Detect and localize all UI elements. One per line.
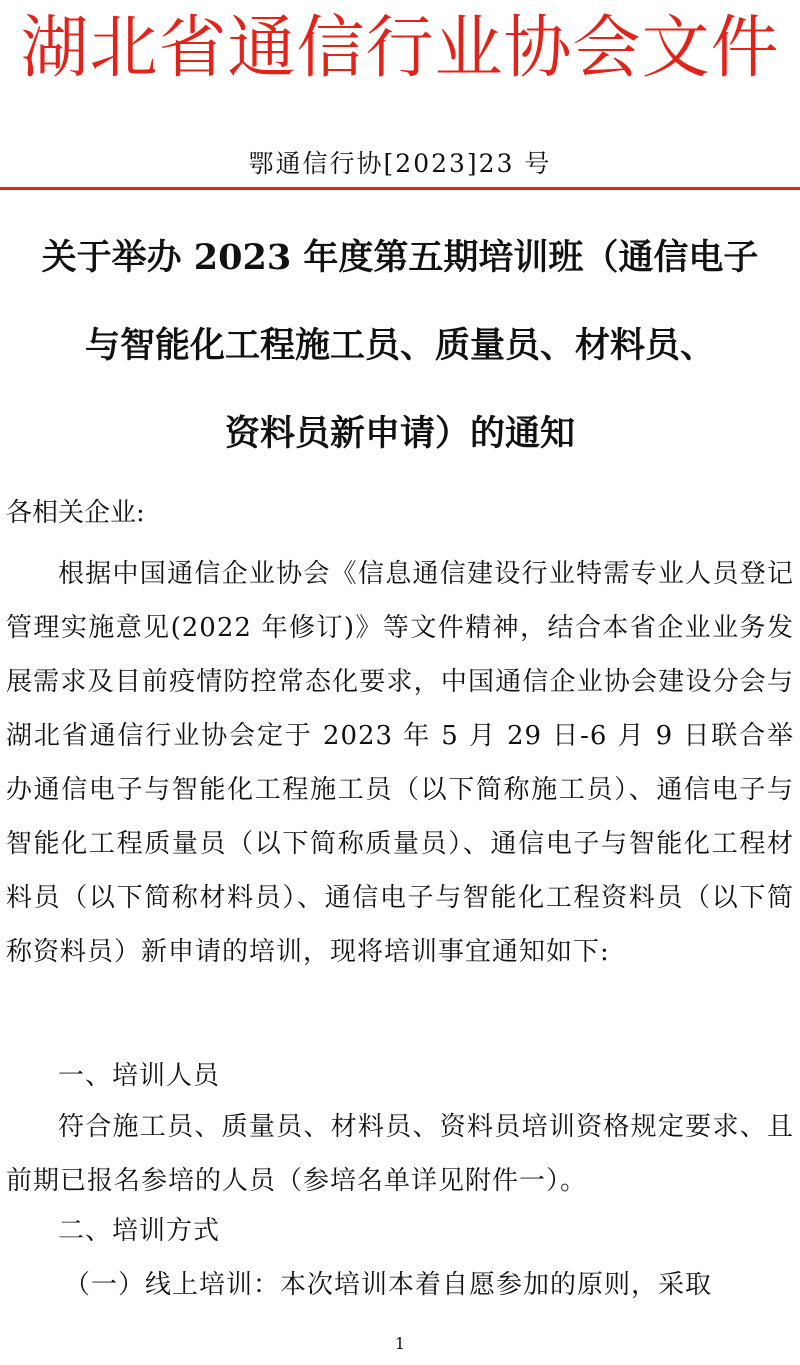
- section-text-training-personnel: 符合施工员、质量员、材料员、资料员培训资格规定要求、且前期已报名参培的人员（参培名单详见附件一）。: [6, 1112, 794, 1196]
- title-line-1: 关于举办 2023 年度第五期培训班（通信电子: [41, 237, 759, 278]
- title-line-2: 与智能化工程施工员、质量员、材料员、: [84, 325, 715, 366]
- page-number: 1: [394, 1334, 406, 1353]
- title-line-3: 资料员新申请）的通知: [224, 413, 575, 454]
- red-divider-line: [0, 187, 800, 190]
- section-text-training-method: （一）线上培训：本次培训本着自愿参加的原则，采取: [64, 1270, 713, 1300]
- intro-paragraph: 根据中国通信企业协会《信息通信建设行业特需专业人员登记管理实施意见(2022 年修订)》等文件精神，结合本省企业业务发展需求及目前疫情防控常态化要求，中国通信企业协会建设分会与湖北省通信行业协会定于 2023 年 5 月 29 日-6 月 9 日联合举办通信电子与智能化工程施工员（以下简称施工员）、通信电子与智能化工程质量员（以下简称质量员）、通信电子与智能化工程材料员（以下简称材料员）、通信电子与智能化工程资料员（以下简称资料员）新申请的培训，现将培训事宜通知如下:: [6, 559, 794, 967]
- org-masthead-title: 湖北省通信行业协会文件: [20, 9, 780, 88]
- section-heading-training-method: 二、培训方式: [58, 1216, 221, 1246]
- document-number: 鄂通信行协[2023]23 号: [248, 149, 552, 178]
- document-title: [0, 214, 800, 478]
- salutation: 各相关企业:: [6, 498, 145, 528]
- section-heading-training-personnel: 一、培训人员: [58, 1061, 221, 1091]
